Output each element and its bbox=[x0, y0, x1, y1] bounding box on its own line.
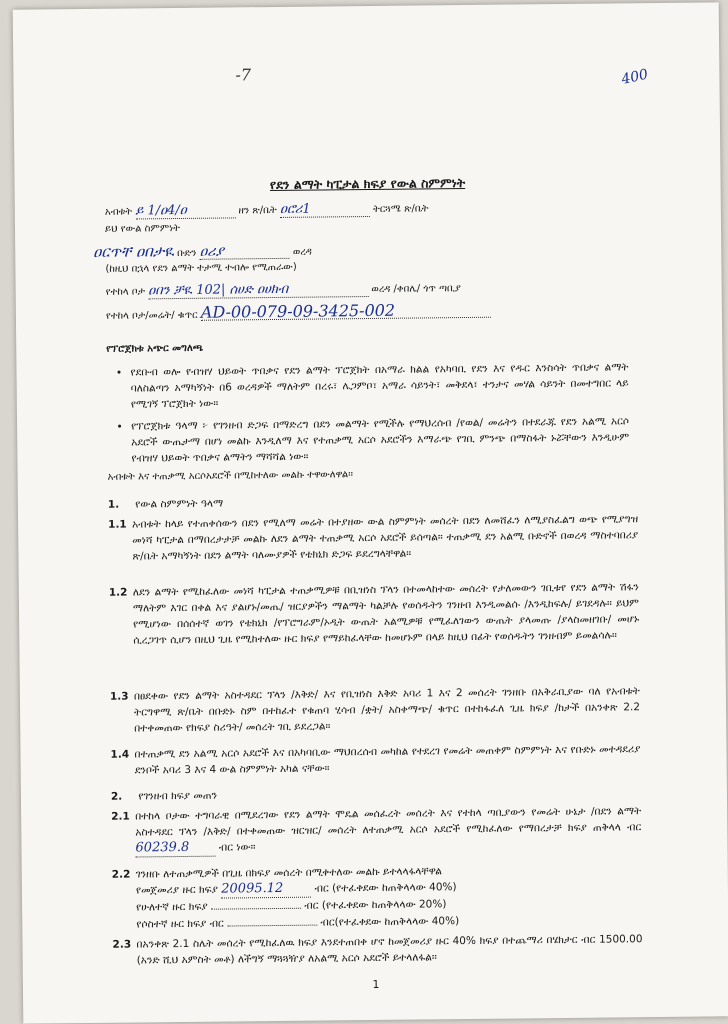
section-2 bbox=[111, 783, 642, 858]
corner-note: 400 bbox=[620, 66, 650, 88]
clause-text: ገንዘቡ ለተጠቃሚዎች በጊዜ በክፍያ መሰረት በሚቀተለው መልኩ ይተላላፋላቸዋል bbox=[135, 865, 442, 881]
field-label: የተከላ ቦታ/መሬት/ ቁጥር bbox=[105, 309, 198, 322]
clause-text: ለደን ልማት የሚከፈለው መነሻ ካፒታል ተጠቃሚዎቹ በቢዝነስ ፕላን በተመላከተው መሰረት የታለመውን ገቢቱየ የደን ልማት ሽፋን ማለትም እገር በቀል እና ያልሆኑ/መጤ/ ዝርያዎችን ማልማት ካልቻሉ የወሰዱትን ገንዘብ እንዲመልሱ /እንዲከፍሉ/ ይገደዳሉ። ይህም የሚሆነው በሰሰተኛ ወገን የቴክኒክ /የፕሮግራም/ኦዲት ውጤት አልሚዎቹ የሚፈለገውን ውጤት ያላመጡ /ያላስመዘገቡ/ መሆኑ ሲረጋገጥ ሲሆን በዚህ ጊዜ የሚከተለው ዙር ክፍያ የማይከፈላቸው ከመሆኑም በላይ ከዚህ በፊት የወሰዱትን ገንዘብም ይመልሳሉ። bbox=[132, 581, 640, 647]
page-number: 1 bbox=[372, 977, 380, 992]
header-line-2: ይህ የውል ስምምነት bbox=[104, 222, 180, 235]
clause-text: በተጠቃሚ ደን አልሚ አርሶ አደሮች እና በአካባቢው ማህበረሰብ መካከል የተደረገ የመሬት መጠቀም ስምምነት እና የቡድኑ መተዳደሪያ ደንቦች አባሪ 3 እና 4 ውል ስምምነት አካል ናቸው። bbox=[134, 743, 641, 777]
section-title: የገንዘብ ክፍያ መጠን bbox=[138, 789, 218, 803]
field-label: ትርጓሜ ጽ/ቤት bbox=[373, 203, 429, 215]
clause-body: በተከላ ቦታው ተግባራዊ በሚደረገው የደን ልማት ሞዴል መሰፈረት መሰረት እና የተከላ ጣቢያውን የመሬት ሁኔታ /በደን ልማት አስተዳደር ፕላን /እቅድ/ በተቀመጠው ዝርዝር/ መሰረት ለተጠቃሚ አርሶ አደሮች የሚከፈለው የማበረታቻ ክፍያ ጠቅላላ ብር bbox=[135, 805, 642, 839]
header-line-4: (ከዚህ በኋላ የደን ልማት ተታሚ ተብሎ የሚጠራው) bbox=[105, 261, 297, 275]
beneficiary-name: ዐርጥቸ ዐበታዪ bbox=[93, 242, 174, 261]
clause-1-3 bbox=[110, 683, 640, 737]
top-mark: -7 bbox=[235, 65, 252, 85]
payment-amount bbox=[227, 925, 317, 927]
field-label: ቡድን bbox=[177, 247, 197, 260]
bullet-item: • የደቡብ ወሎ የብዝሃ ህይወት ጥበቃና የደን ልማት ፕሮጀክት በአማራ ክልል የአካባቢ የደን እና የዱር እንስሳት ጥበቃና ልማት ባለስልጣን አማካኝነት በ6 ወረዳዎች ማለትም በረሩ፣ ሌጋምቦ፣ አማራ ሳይንት፣ መቅደላ፣ ተንታና መሃል ሳይንት በመተግበር ላይ የሚገኝ ፕሮጀክት ነው። bbox=[130, 359, 628, 412]
agreement-intro: አብቱት እና ተጠቃሚ አርሶአደሮች በሚከተለው መልኩ ተዋውለዋል፡፡ bbox=[107, 469, 353, 483]
payment-amount bbox=[211, 908, 301, 910]
payment-suffix: ብር(የተፈቀደው ከጠቅላላው 40%) bbox=[320, 915, 460, 929]
payment-suffix: ብር (የተፈቀደው ከጠቅላላው 40%) bbox=[314, 881, 457, 895]
office-field: ዐሮሪ1 bbox=[280, 202, 370, 218]
project-description-heading: የፕሮጀክቱ አጭር መግለጫ bbox=[106, 342, 204, 355]
section-title: የውል ስምምነት ዓላማ bbox=[135, 497, 224, 511]
payment-schedule bbox=[112, 877, 633, 933]
date-field: ይ 1/ዐ4/ዐ bbox=[135, 203, 235, 219]
section-number: 1. bbox=[107, 498, 120, 511]
clause-text: አብቱት ከላይ የተጠቀሰውን በደን የሚለማ መሬት በተያዘው ውል ስምምነት መሰረት በደን ለመሸፈን ለሚያስፈልግ ወጭ የሚያግዝ መነሻ ካፒታል በማበረታታቻ መልኩ ለደን ልማት ተጠቃሚ አርሶ አደሮች ይሰጣል። ተጠቃሚ ደን አልሚ ቡድኖች በወረዳ ማስተባበሪያ ጽ/ቤት አማካኝነት በደን ልማት ባለሙያዎች የቴክኒክ ድጋፍ ይደረግላቸዋል። bbox=[132, 513, 639, 563]
site-number-field: AD-00-079-09-3425-002 bbox=[201, 303, 491, 321]
section-1 bbox=[108, 491, 639, 565]
clause-number: 1.2 bbox=[108, 586, 128, 599]
payment-label: የሁለተኛ ዙር ክፍያ bbox=[136, 900, 208, 914]
clause-number: 2.1 bbox=[111, 810, 130, 823]
clause-text bbox=[135, 803, 641, 857]
woreda-field: ዐሪያ bbox=[200, 244, 290, 260]
field-label: የተከላ ቦታ bbox=[105, 286, 146, 298]
total-amount-field: 60239.8 bbox=[135, 840, 215, 858]
amount-suffix: ብር ነው፡፡ bbox=[218, 841, 256, 854]
document-page bbox=[13, 2, 728, 1023]
payment-amount: 20095.12 bbox=[221, 881, 311, 899]
field-label: ዘን ጽ/ቤት bbox=[238, 204, 277, 217]
field-label: ወረዳ bbox=[292, 246, 312, 258]
header-line-6 bbox=[106, 302, 576, 329]
project-bullets bbox=[112, 359, 629, 472]
clause-number: 1.4 bbox=[110, 748, 130, 761]
clause-text: በአንቀጽ 2.1 ስሌት መሰረት የሚከፈለዉ ክፍያ እንደተጠበቀ ሆኖ ከመጀመሪያ ዙር 40% ክፍያ በተጨማሪ በሄክታር ብር 1500.00 (አንድ ሺህ አምስት መቶ) ለችግኝ ማጓጓዥያ ለአልሚ አርሶ አደሮች ይተላለፋል፡፡ bbox=[136, 933, 643, 967]
payment-label: የመጀመሪያ ዙር ክፍያ bbox=[135, 883, 218, 897]
site-location-field: ዐበን ቻዪ 102| ሰሀድ ዐሀክብ bbox=[148, 282, 368, 299]
header-fields bbox=[93, 200, 576, 329]
clause-1-1 bbox=[108, 511, 638, 565]
payment-suffix: ብር (የተፈቀደው ከጠቅላላው 20%) bbox=[304, 898, 447, 912]
clause-number: 2.2 bbox=[111, 868, 131, 881]
field-label: አብቱት bbox=[104, 206, 133, 218]
payment-label: የሶስተኛ ዙር ክፍያ ብር bbox=[136, 917, 224, 931]
clause-2-2 bbox=[112, 861, 633, 933]
clause-number: 2.3 bbox=[112, 938, 132, 951]
section-heading bbox=[111, 783, 641, 805]
section-number: 2. bbox=[110, 790, 123, 803]
field-label: ወረዳ /ቀበሌ/ ጎጥ ጣቢያ bbox=[371, 283, 461, 295]
clause-text: በፀደቀው የደን ልማት አስተዳደር ፕላን /እቅድ/ እና የቢዝነስ እቅድ አባሪ 1 እና 2 መሰረት ገንዘቡ በአቅራቢያው ባለ የአብቱት ትርግዋሚ ጽ/ቤት በቡድኑ ስም በተከፈተ የቁጠባ ሂሳብ /ቋት/ አስቀማጭ/ ቁጥር በተከፋፈለ ጊዜ ክፍያ /ከታች በአንቀጽ 2.2 በተቀመጠው የክፍያ ስሪዓት/ መሰረት ገቢ ይደረጋል። bbox=[133, 685, 641, 735]
clause-number: 1.1 bbox=[108, 518, 127, 531]
section-heading bbox=[108, 491, 638, 513]
document-title: የደን ልማት ካፒታል ክፍያ የውል ስምምነት bbox=[269, 174, 466, 193]
bullet-item: • የፕሮጀክቱ ዓላማ ፦ የገንዘብ ድጋፍ በማድረግ በደን መልማት የሚችሉ የማህረሰብ /የወል/ መሬትን በተደራጁ የደን አልሚ አርሶ አደሮች ውጤታማ በሆነ መልኩ እንዲለማ እና የተጠቃሚ አርሶ አደሮችን እማራጭ የገቢ ምንጭ በማስፋት ኑሯቸውን እንዲሁም የብዝሃ ህይወት ጥበቃና ልማትን ማሻሻል ነው። bbox=[131, 413, 629, 466]
clause-2-3 bbox=[112, 931, 642, 969]
clause-1-2 bbox=[109, 579, 640, 649]
clause-1-4 bbox=[110, 741, 640, 779]
clause-2-1 bbox=[111, 803, 641, 858]
clause-number: 1.3 bbox=[109, 690, 129, 703]
